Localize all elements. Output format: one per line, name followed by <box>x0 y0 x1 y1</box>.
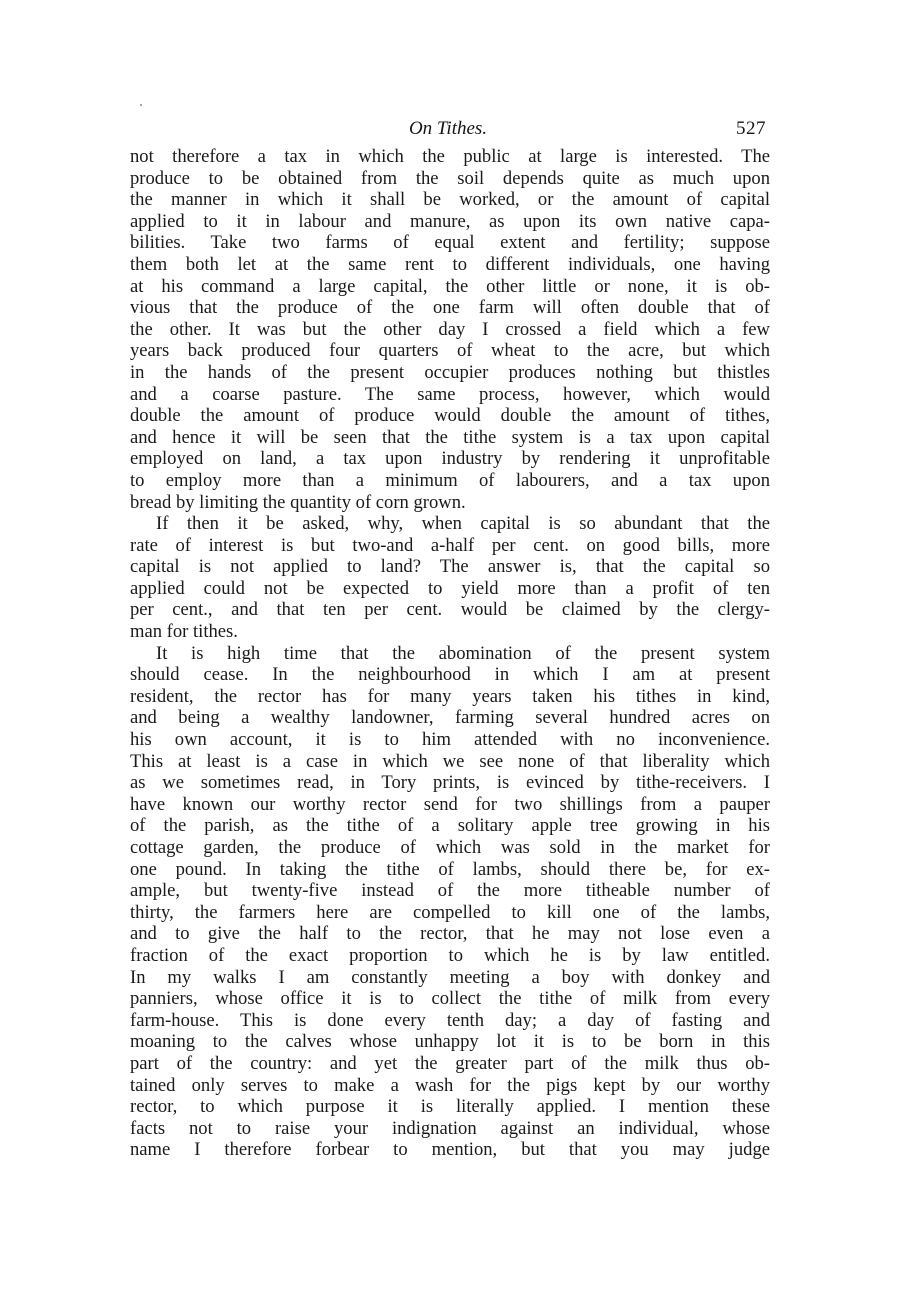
text-line: name I therefore forbear to mention, but that you may judge <box>130 1139 770 1161</box>
text-line: It is high time that the abomination of the present system <box>156 642 770 664</box>
text-line: years back produced four quarters of wheat to the acre, but which <box>130 340 770 362</box>
text-line: thirty, the farmers here are compelled to kill one of the lambs, <box>130 901 770 923</box>
text-line: one pound. In taking the tithe of lambs, should there be, for ex- <box>130 858 770 880</box>
text-line: farm-house. This is done every tenth day; a day of fasting and <box>130 1009 770 1031</box>
text-line: This at least is a case in which we see none of that liberality which <box>130 750 770 772</box>
running-head <box>130 118 766 144</box>
text-line: cottage garden, the produce of which was sold in the market for <box>130 837 770 858</box>
text-line: and being a wealthy landowner, farming several hundred acres on <box>130 707 770 729</box>
text-line: and to give the half to the rector, that he may not lose even a <box>130 923 770 945</box>
text-line: the other. It was but the other day I crossed a field which a few <box>130 318 770 340</box>
paragraph <box>130 513 770 643</box>
text-line: the manner in which it shall be worked, or the amount of capital <box>130 189 770 211</box>
text-line: as we sometimes read, in Tory prints, is evinced by tithe-receivers. I <box>130 772 770 794</box>
running-title: On Tithes. <box>408 118 488 139</box>
text-line: to employ more than a minimum of labourers, and a tax upon <box>130 469 770 491</box>
text-line: them both let at the same rent to different individuals, one having <box>130 253 770 275</box>
text-line: applied to it in labour and manure, as upon its own native capa- <box>130 210 770 232</box>
text-line: part of the country: and yet the greater part of the milk thus ob- <box>130 1052 770 1074</box>
text-line: capital is not applied to land? The answer is, that the capital so <box>130 556 770 578</box>
text-line: employed on land, a tax upon industry by rendering it unprofitable <box>130 448 770 470</box>
text-line: vious that the produce of the one farm will often double that of <box>130 297 770 319</box>
paper-speck <box>140 104 142 106</box>
text-line: fraction of the exact proportion to which he is by law entitled. <box>130 944 770 966</box>
text-line: his own account, it is to him attended with no inconvenience. <box>130 729 770 751</box>
body-text <box>130 146 770 1161</box>
text-line: produce to be obtained from the soil depends quite as much upon <box>130 167 770 189</box>
text-line: In my walks I am constantly meeting a boy with donkey and <box>130 966 770 988</box>
text-line: facts not to raise your indignation against an individual, whose <box>130 1117 770 1139</box>
paragraph <box>130 146 770 513</box>
text-line: have known our worthy rector send for two shillings from a pauper <box>130 793 770 815</box>
text-line: If then it be asked, why, when capital is so abundant that the <box>156 513 770 535</box>
text-line: double the amount of produce would double the amount of tithes, <box>130 405 770 427</box>
text-line: rector, to which purpose it is literally applied. I mention these <box>130 1096 770 1118</box>
text-line: and a coarse pasture. The same process, however, which would <box>130 383 770 405</box>
page-number: 527 <box>736 118 766 139</box>
text-line: should cease. In the neighbourhood in which I am at present <box>130 664 770 686</box>
text-line: at his command a large capital, the other little or none, it is ob- <box>130 275 770 297</box>
text-line: per cent., and that ten per cent. would be claimed by the clergy- <box>130 599 770 621</box>
text-line: rate of interest is but two-and a-half per cent. on good bills, more <box>130 534 770 556</box>
text-line: panniers, whose office it is to collect the tithe of milk from every <box>130 988 770 1010</box>
text-line: in the hands of the present occupier produces nothing but thistles <box>130 361 770 383</box>
text-line: ample, but twenty-five instead of the more titheable number of <box>130 880 770 902</box>
text-line: moaning to the calves whose unhappy lot it is to be born in this <box>130 1031 770 1053</box>
text-line: tained only serves to make a wash for the pigs kept by our worthy <box>130 1074 770 1096</box>
text-line: and hence it will be seen that the tithe system is a tax upon capital <box>130 426 770 448</box>
text-line: of the parish, as the tithe of a solitary apple tree growing in his <box>130 815 770 837</box>
text-line: resident, the rector has for many years taken his tithes in kind, <box>130 685 770 707</box>
text-line: man for tithes. <box>130 621 238 643</box>
text-line: bread by limiting the quantity of corn grown. <box>130 491 466 513</box>
text-line: applied could not be expected to yield more than a profit of ten <box>130 577 770 599</box>
paragraph <box>130 643 770 1161</box>
text-line: bilities. Take two farms of equal extent and fertility; suppose <box>130 232 770 254</box>
text-line: not therefore a tax in which the public at large is interested. The <box>130 146 770 167</box>
